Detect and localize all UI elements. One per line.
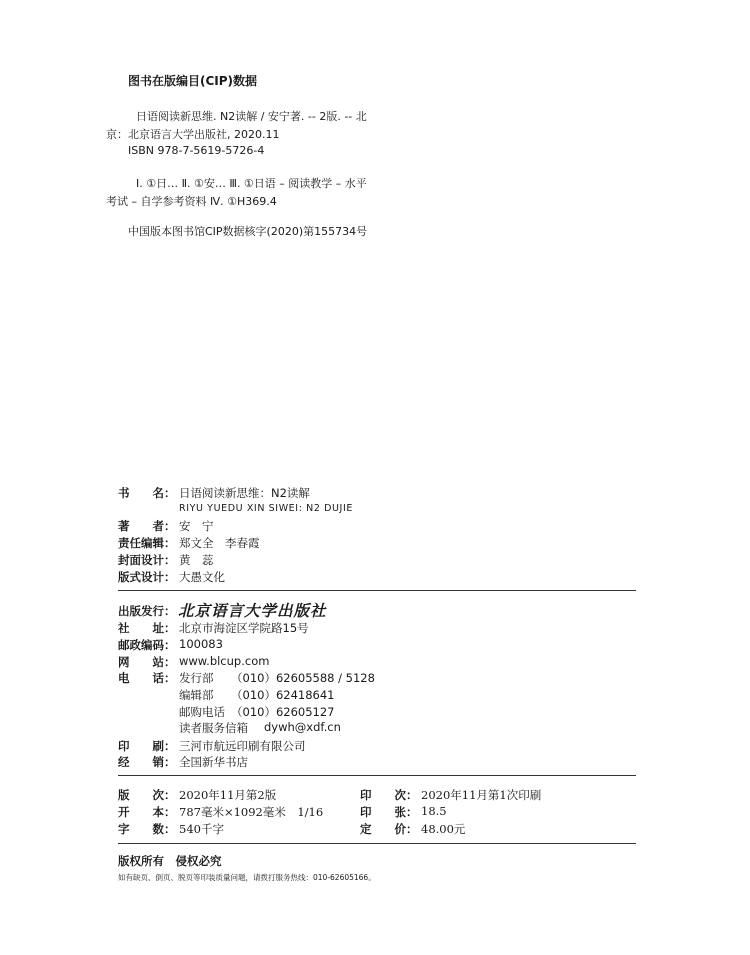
distributor-value: 全国新华书店 [179,755,248,769]
editor-value: 郑文全 李春霞 [179,536,260,550]
sheets-label: 印 张： [360,805,418,819]
layout-design-label: 版式设计： [118,570,176,584]
phone-number-3: （010）62605127 [231,705,335,719]
cip-classification-2: 考试 – 自学参考资料 Ⅳ. ①H369.4 [106,195,277,208]
printer-label: 印 刷： [118,739,176,753]
phone-number-1: （010）62605588 / 5128 [231,671,375,685]
cip-classification-1: Ⅰ. ①日… Ⅱ. ①安… Ⅲ. ①日语 – 阅读教学 – 水平 [136,177,367,190]
price-value: 48.00元 [421,822,466,836]
printing-value: 2020年11月第1次印刷 [421,788,542,802]
divider-2 [118,775,636,776]
cover-design-value: 黄 蕊 [179,553,214,567]
book-title-value: 日语阅读新思维：N2读解 [179,486,310,500]
editor-label: 责任编辑： [118,536,176,550]
cip-line-1: 日语阅读新思维. N2读解 / 安宁著. -- 2版. -- 北 [136,110,367,123]
cip-title: 图书在版编目(CIP)数据 [128,74,258,88]
phone-dept-4: 读者服务信箱 [179,721,248,735]
issuer-label: 出版发行： [118,604,176,618]
distributor-label: 经 销： [118,755,176,769]
service-hotline-notice: 如有缺页、倒页、脱页等印装质量问题，请拨打服务热线：010-62605166。 [118,873,376,882]
cip-line-2: 京：北京语言大学出版社, 2020.11 [106,128,280,141]
phone-label: 电 话： [118,671,176,685]
printer-value: 三河市航远印刷有限公司 [179,739,306,753]
book-title-pinyin: RIYU YUEDU XIN SIWEI: N2 DUJIE [179,503,353,514]
cover-design-label: 封面设计： [118,553,176,567]
postcode-label: 邮政编码： [118,638,176,652]
author-label: 著 者： [118,519,176,533]
phone-dept-2: 编辑部 [179,688,214,702]
edition-label: 版 次： [118,788,176,802]
address-label: 社 址： [118,621,176,635]
edition-value: 2020年11月第2版 [179,788,277,802]
postcode-value: 100083 [179,637,223,651]
website-label: 网 站： [118,655,176,669]
layout-design-value: 大愚文化 [179,570,225,584]
phone-dept-1: 发行部 [179,671,214,685]
divider-3 [118,843,636,844]
sheets-value: 18.5 [421,804,447,818]
divider-1 [118,590,636,591]
word-count-label: 字 数： [118,822,176,836]
website-value: www.blcup.com [179,654,270,668]
format-value: 787毫米×1092毫米 1/16 [179,805,324,819]
phone-number-2: （010）62418641 [231,688,335,702]
reader-service-email: dywh@xdf.cn [264,720,341,734]
format-label: 开 本： [118,805,176,819]
book-title-label: 书 名： [118,486,176,500]
address-value: 北京市海淀区学院路15号 [179,621,309,635]
copyright-notice: 版权所有 侵权必究 [118,854,222,868]
publisher-logo-text: 北京语言大学出版社 [178,601,327,620]
printing-label: 印 次： [360,788,418,802]
price-label: 定 价： [360,822,418,836]
cip-record-number: 中国版本图书馆CIP数据核字(2020)第155734号 [128,225,368,238]
author-value: 安 宁 [179,519,214,533]
phone-dept-3: 邮购电话 [179,705,225,719]
cip-isbn: ISBN 978-7-5619-5726-4 [128,144,265,157]
word-count-value: 540千字 [179,822,224,836]
